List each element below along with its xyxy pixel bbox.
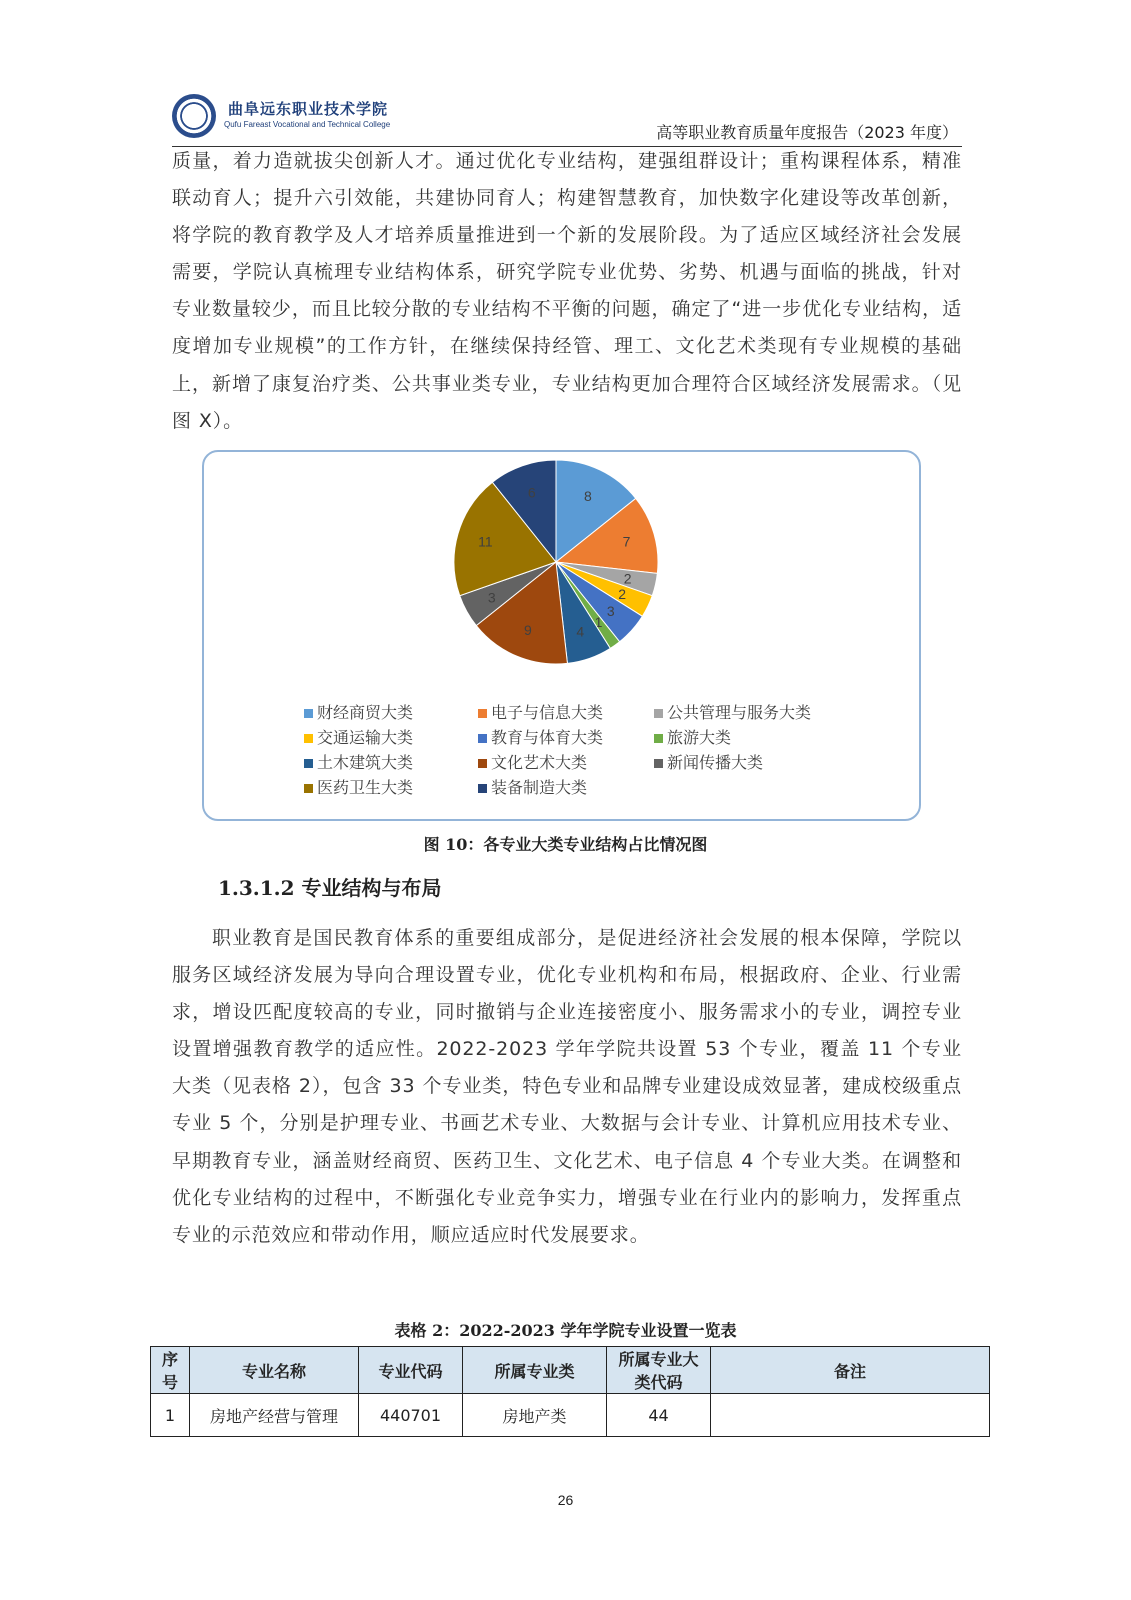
legend-item-3 [654, 700, 811, 723]
legend-label: 新闻传播大类 [667, 753, 764, 772]
school-logo [172, 94, 216, 138]
legend-swatch [478, 759, 487, 768]
pie-data-label-8: 9 [523, 621, 532, 638]
legend-item-9 [654, 750, 763, 773]
legend-swatch [654, 709, 663, 718]
legend-label: 文化艺术大类 [491, 753, 588, 772]
legend-swatch [304, 759, 313, 768]
legend-label: 教育与体育大类 [491, 728, 604, 747]
legend-swatch [304, 784, 313, 793]
pie-data-label-1: 8 [583, 487, 592, 504]
legend-label: 公共管理与服务大类 [667, 703, 812, 722]
legend-swatch [654, 734, 663, 743]
cell-major-code: 440701 [359, 1394, 463, 1437]
legend-item-8 [478, 750, 587, 773]
header-major-class: 所属专业类 [463, 1347, 607, 1394]
legend-item-1 [304, 700, 413, 723]
page-number: 26 [557, 1492, 574, 1508]
pie-data-label-2: 7 [622, 533, 631, 550]
cell-major-name: 房地产经营与管理 [190, 1394, 359, 1437]
legend-item-10 [304, 775, 413, 798]
section-heading: 1.3.1.2 专业结构与布局 [218, 876, 442, 900]
cell-category-code: 44 [607, 1394, 711, 1437]
legend-label: 装备制造大类 [491, 778, 588, 797]
school-name-cn: 曲阜远东职业技术学院 [228, 100, 389, 118]
legend-swatch [478, 734, 487, 743]
legend-label: 交通运输大类 [317, 728, 414, 747]
legend-label: 电子与信息大类 [491, 703, 604, 722]
pie-chart-frame [202, 450, 921, 821]
legend-item-6 [654, 725, 731, 748]
legend-label: 旅游大类 [667, 728, 732, 747]
legend-item-11 [478, 775, 587, 798]
legend-label: 财经商贸大类 [317, 703, 414, 722]
pie-data-label-3: 2 [623, 570, 632, 587]
legend-item-2 [478, 700, 603, 723]
pie-data-label-4: 2 [618, 585, 627, 602]
legend-swatch [304, 734, 313, 743]
pie-data-label-6: 1 [594, 613, 603, 630]
pie-data-label-11: 6 [527, 484, 536, 501]
pie-data-label-5: 3 [606, 602, 615, 619]
legend-swatch [654, 759, 663, 768]
pie-data-label-7: 4 [576, 623, 585, 640]
legend-swatch [478, 784, 487, 793]
cell-remarks [711, 1394, 990, 1437]
pie-data-label-10: 11 [478, 533, 493, 550]
legend-item-5 [478, 725, 603, 748]
school-name-en: Qufu Fareast Vocational and Technical College [224, 120, 391, 129]
majors-table [150, 1346, 990, 1437]
header-remarks: 备注 [711, 1347, 990, 1394]
legend-label: 医药卫生大类 [317, 778, 414, 797]
legend-item-7 [304, 750, 413, 773]
report-title: 高等职业教育质量年度报告（2023 年度） [656, 123, 958, 142]
legend-label: 土木建筑大类 [317, 753, 414, 772]
header-seq: 序号 [151, 1347, 190, 1394]
table-header-row [151, 1347, 990, 1394]
legend-item-4 [304, 725, 413, 748]
header-major-name: 专业名称 [190, 1347, 359, 1394]
legend-swatch [478, 709, 487, 718]
table-row [151, 1394, 990, 1437]
cell-seq: 1 [151, 1394, 190, 1437]
body-paragraph-2: 职业教育是国民教育体系的重要组成部分，是促进经济社会发展的根本保障，学院以服务区域经济发展为导向合理设置专业，优化专业机构和布局，根据政府、企业、行业需求，增设匹配度较高的专业，同时撤销与企业连接密度小、服务需求小的专业，调控专业设置增强教育教学的适应性。2022-2023 学年学院共设置 53 个专业，覆盖 11 个专业大类（见表格 2），包含 33 个专业类，特色专业和品牌专业建设成效显著，建成校级重点专业 5 个，分别是护理专业、书画艺术专业、大数据与会计专业、计算机应用技术专业、早期教育专业，涵盖财经商贸、医药卫生、文化艺术、电子信息 4 个专业大类。在调整和优化专业结构的过程中，不断强化专业竞争实力，增强专业在行业内的影响力，发挥重点专业的示范效应和带动作用，顺应适应时代发展要求。 [172, 927, 962, 1246]
legend-swatch [304, 709, 313, 718]
cell-major-class: 房地产类 [463, 1394, 607, 1437]
header-category-code: 所属专业大类代码 [607, 1347, 711, 1394]
table-caption: 表格 2：2022-2023 学年学院专业设置一览表 [394, 1321, 737, 1340]
body-paragraph-1: 质量，着力造就拔尖创新人才。通过优化专业结构，建强组群设计；重构课程体系，精准联动育人；提升六引效能，共建协同育人；构建智慧教育，加快数字化建设等改革创新，将学院的教育教学及人才培养质量推进到一个新的发展阶段。为了适应区域经济社会发展需要，学院认真梳理专业结构体系，研究学院专业优势、劣势、机遇与面临的挑战，针对专业数量较少，而且比较分散的专业结构不平衡的问题，确定了“进一步优化专业结构，适度增加专业规模”的工作方针，在继续保持经管、理工、文化艺术类现有专业规模的基础上，新增了康复治疗类、公共事业类专业，专业结构更加合理符合区域经济发展需求。（见图 X）。 [172, 150, 962, 432]
figure-caption: 图 10：各专业大类专业结构占比情况图 [423, 835, 708, 854]
page-header [172, 88, 962, 147]
header-major-code: 专业代码 [359, 1347, 463, 1394]
pie-data-label-9: 3 [487, 589, 496, 606]
